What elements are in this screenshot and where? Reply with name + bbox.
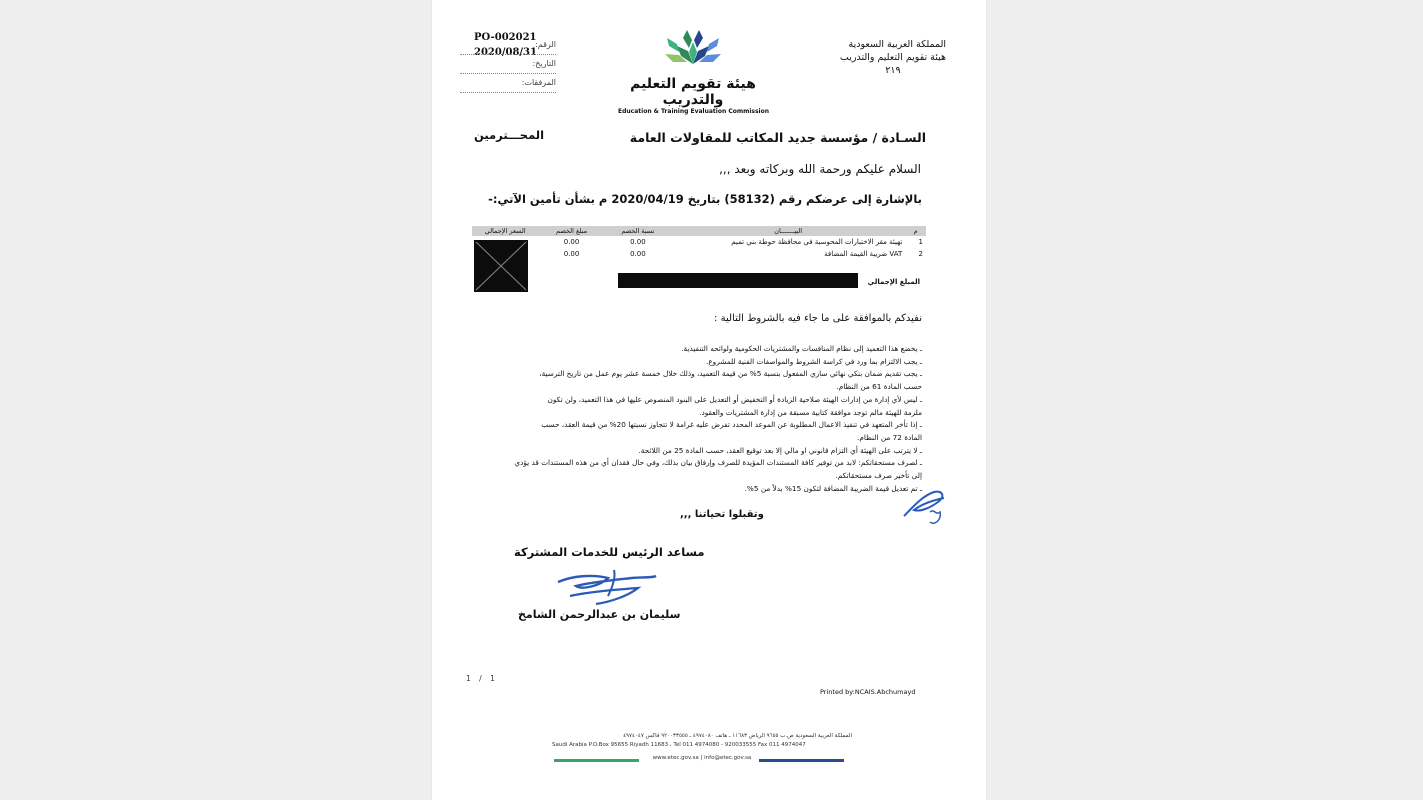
col-total-header: السعر الإجمالي <box>472 226 538 236</box>
signatory-name: سليمان بن عبدالرحمن الشامخ <box>518 608 681 621</box>
org-line-1: المملكة العربية السعودية <box>848 39 946 50</box>
printed-by: Printed by:NCAIS.Abchumayd <box>820 688 916 696</box>
page-indicator: 1 / 1 <box>466 674 495 683</box>
org-line-2: هيئة تقويم التعليم والتدريب <box>839 52 946 63</box>
row-num: 1 <box>918 238 923 246</box>
org-line-3: ٢١٩ <box>885 65 901 76</box>
redacted-amount-bar <box>618 273 858 288</box>
po-number: PO-002021 <box>474 32 537 43</box>
honorific: المحـــترمين <box>474 128 545 142</box>
logo-name-ar: هيئة تقويم التعليم والتدريب <box>630 76 756 108</box>
term-line: حسب المادة 61 من النظام. <box>836 382 922 392</box>
col-desc-header: البيـــــــان <box>671 226 905 236</box>
etec-logo <box>618 28 768 115</box>
row-discount-amt: 0.00 <box>563 250 580 258</box>
term-line: إلى تأخير صرف مستحقاتكم. <box>835 471 922 481</box>
term-line: ـ لصرف مستحقاتكم: لابد من توفير كافة المستندات المؤيدة للصرف وإرفاق بيان بذلك، وفي حال فقدان أي من هذه المستندات قد يؤدي <box>514 458 922 468</box>
letter-page <box>432 0 986 800</box>
table-row <box>472 248 926 260</box>
addressee: السـادة / مؤسسة جديد المكاتب للمقاولات العامة <box>629 130 926 145</box>
footer-address-ar: المملكة العربية السعودية ص.ب ٩٦٥٥ الرياض ١١٦٨٣ ـ هاتف ٤٩٧٤٠٨٠ ـ ٩٢٠٠٣٣٥٥٥ فاكس ٤٩٧٤٠٤٧ <box>623 733 852 739</box>
greeting: السلام عليكم ورحمة الله وبركاته وبعد ,,, <box>719 162 921 176</box>
table-row <box>472 236 926 248</box>
logo-emblem-icon <box>658 28 728 70</box>
term-line: ـ يخضع هذا التعميد إلى نظام المنافسات والمشتريات الحكومية ولوائحه التنفيذية. <box>681 344 922 353</box>
footer-green-bar <box>554 759 639 762</box>
label-date: التاريخ: <box>532 59 556 68</box>
col-num-header: م <box>905 226 926 236</box>
redacted-total-box <box>474 240 528 292</box>
row-num: 2 <box>918 250 923 258</box>
reference-line: بالإشارة إلى عرضكم رقم (58132) بتاريخ 2020/04/19 م بشأن تأمين الآتي:- <box>488 192 922 206</box>
footer-web: www.etec.gov.sa | info@etec.gov.sa <box>652 755 752 761</box>
term-line: ـ لا يترتب على الهيئة أي التزام قانوني او مالي إلا بعد توقيع العقد، حسب المادة 25 من اللائحة. <box>638 445 922 455</box>
term-line: ملزمة للهيئة مالم توجد موافقة كتابية مسبقة من إدارة المشتريات والعقود. <box>699 407 922 417</box>
label-number: الرقم: <box>535 40 556 49</box>
row-desc: VAT ضريبة القيمة المضافة <box>824 250 903 258</box>
col-discount-pct-header: نسبة الخصم <box>605 226 671 236</box>
table-header-row <box>472 226 926 236</box>
term-line: ـ تم تعديل قيمة الضريبة المضافة لتكون 15% بدلاً من 5%. <box>744 483 922 493</box>
term-line: ـ ليس لأي إدارة من إدارات الهيئة صلاحية الزيادة أو التخفيض أو التعديل على البنود المنصوص عليها في هذا التعميد، ولن تكون <box>547 394 922 404</box>
label-attachments: المرفقات: <box>521 78 556 87</box>
term-line: ـ إذا تأخر المتعهد في تنفيذ الاعمال المطلوبة عن الموعد المحدد تفرض عليه غرامة لا تتجاوز نسبتها 20% من قيمة العقد، حسب <box>541 420 922 430</box>
row-discount-pct: 0.00 <box>630 250 646 258</box>
footer-address-en: Saudi Arabia P.O.Box 95655 Riyadh 11683 ، Tel 011 4974080 - 920033555 Fax 011 4974047 <box>552 742 806 748</box>
col-discount-amt-header: مبلغ الخصم <box>538 226 604 236</box>
term-line: ـ يجب الالتزام بما ورد في كراسة الشروط والمواصفات الفنية للمشروع. <box>706 356 922 366</box>
term-line: المادة 72 من النظام. <box>857 432 922 442</box>
org-heading <box>840 38 946 77</box>
footer-blue-bar <box>759 759 844 762</box>
row-discount-pct: 0.00 <box>630 238 646 246</box>
signature-mark <box>552 566 662 608</box>
closing-line: وتقبلوا تحياتنا ,,, <box>680 509 764 520</box>
term-line: ـ يجب تقديم ضمان بنكي نهائي ساري المفعول بنسبة 5% من قيمة التعميد، وذلك خلال خمسة عشر يوم عمل من تاريخ الترسية، <box>539 369 922 379</box>
terms-list <box>466 343 922 495</box>
meta-labels <box>460 36 556 93</box>
logo-name-en: Education & Training Evaluation Commission <box>618 108 770 115</box>
total-label: المبلغ الإجمالي <box>867 278 920 286</box>
row-discount-amt: 0.00 <box>563 238 580 246</box>
items-table <box>472 226 926 260</box>
row-desc: تهيئة مقر الاختبارات المحوسبة في محافظة حوطة بني تميم <box>731 238 903 246</box>
initials-signature-mark <box>900 482 952 528</box>
terms-intro: نفيدكم بالموافقة على ما جاء فيه بالشروط التالية : <box>714 313 922 324</box>
signatory-title: مساعد الرئيس للخدمات المشتركة <box>514 545 705 559</box>
letter-date: 2020/08/31 <box>474 47 537 58</box>
